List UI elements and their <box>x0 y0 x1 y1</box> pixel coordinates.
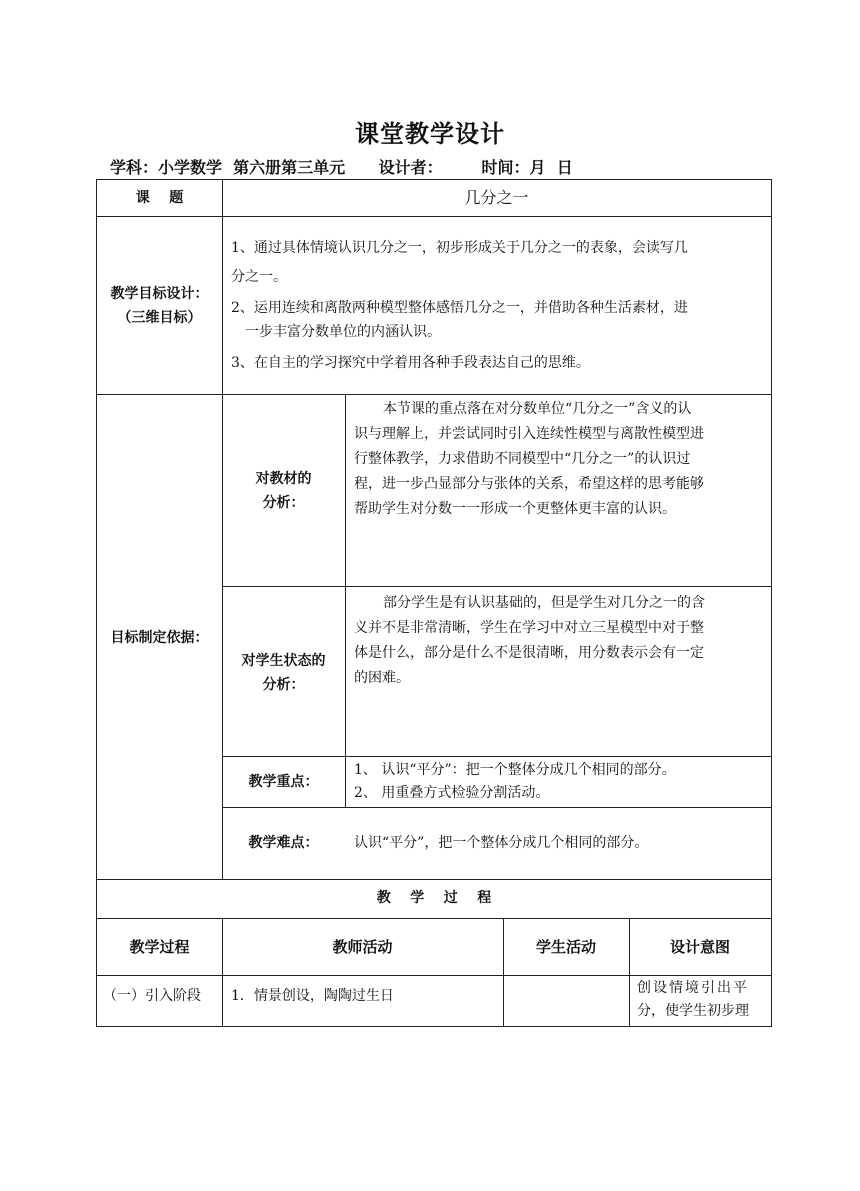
objective-item-3: 3、在自主的学习探究中学着用各种手段表达自己的思维。 <box>231 355 590 371</box>
key-points-label: 教学重点： <box>248 774 319 790</box>
student-analysis-label: 对学生状态的 <box>241 653 326 669</box>
objectives-label: 教学目标设计： <box>110 286 209 302</box>
material-analysis-label-2: 分析： <box>262 495 305 511</box>
material-analysis-line: 识与理解上，并尝试同时引入连续性模型与离散性模型进 <box>354 426 704 442</box>
objective-item-2a: 2、运用连续和离散两种模型整体感悟几分之一，并借助各种生活素材，进 <box>231 300 688 316</box>
row-divider <box>97 918 771 919</box>
material-analysis-line: 帮助学生对分数一一形成一个更整体更丰富的认识。 <box>354 501 676 517</box>
column-divider <box>222 918 223 1026</box>
student-analysis-line: 体是什么，部分是什么不是很清晰，用分数表示会有一定 <box>354 645 704 661</box>
column-divider <box>345 394 346 807</box>
key-point-item: 2、 用重叠方式检验分割活动。 <box>354 785 550 801</box>
column-header-teacher: 教师活动 <box>332 938 393 956</box>
material-analysis-line: 行整体教学，力求借助不同模型中“几分之一”的认识过 <box>354 451 691 467</box>
difficulty-label: 教学难点： <box>248 835 319 851</box>
student-analysis-line: 义并不是非常清晰，学生在学习中对立三星模型中对于整 <box>354 620 704 636</box>
design-intent-line: 创设情境引出平 <box>637 980 749 996</box>
document-header-info: 学科：小学数学 第六册第三单元 设计者： 时间：月 日 <box>110 158 573 177</box>
row-divider <box>97 975 771 976</box>
objective-item-1a: 1、通过具体情境认识几分之一，初步形成关于几分之一的表象，会读写几 <box>231 240 688 256</box>
topic-label: 课 题 <box>135 190 184 206</box>
objective-item-2b: 一步丰富分数单位的内涵认识。 <box>245 324 441 340</box>
material-analysis-label: 对教材的 <box>255 471 312 487</box>
objectives-sublabel: （三维目标） <box>117 310 202 326</box>
key-point-item: 1、 认识“平分”：把一个整体分成几个相同的部分。 <box>354 762 676 778</box>
column-header-intent: 设计意图 <box>669 938 730 956</box>
row-divider <box>97 216 771 217</box>
student-analysis-line: 部分学生是有认识基础的，但是学生对几分之一的含 <box>383 595 705 611</box>
topic-value: 几分之一 <box>464 188 529 207</box>
basis-label: 目标制定依据： <box>110 630 209 646</box>
column-header-stage: 教学过程 <box>129 938 190 956</box>
material-analysis-line: 本节课的重点落在对分数单位“几分之一”含义的认 <box>383 401 692 417</box>
column-header-student: 学生活动 <box>535 938 596 956</box>
stage-cell: （一）引入阶段 <box>103 988 201 1004</box>
lesson-plan-table <box>96 179 772 1027</box>
student-analysis-label-2: 分析： <box>262 677 305 693</box>
row-divider <box>97 879 771 880</box>
row-divider <box>97 394 771 395</box>
difficulty-text: 认识“平分”，把一个整体分成几个相同的部分。 <box>354 835 649 851</box>
row-divider <box>222 756 771 757</box>
teacher-activity-cell: 1．情景创设，陶陶过生日 <box>231 988 394 1004</box>
process-heading: 教 学 过 程 <box>376 890 492 906</box>
design-intent-line: 分，使学生初步理 <box>637 1003 749 1019</box>
row-divider <box>222 807 771 808</box>
row-divider <box>222 586 771 587</box>
column-divider <box>629 918 630 1026</box>
material-analysis-line: 程，进一步凸显部分与张体的关系，希望这样的思考能够 <box>354 476 704 492</box>
page-title: 课堂教学设计 <box>355 120 505 148</box>
student-analysis-line: 的困难。 <box>354 670 410 686</box>
objective-item-1b: 分之一。 <box>231 269 287 285</box>
column-divider <box>503 918 504 1026</box>
